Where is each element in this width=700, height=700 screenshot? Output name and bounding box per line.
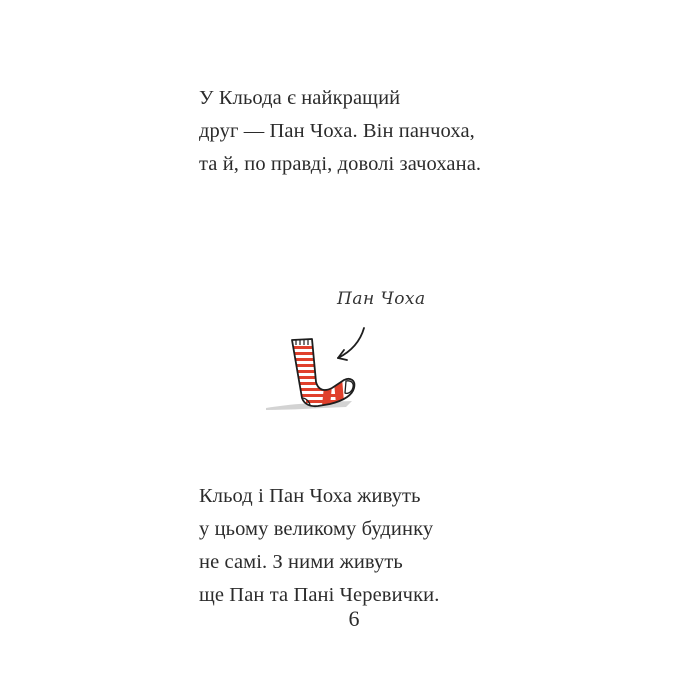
sock-icon	[290, 339, 354, 406]
paragraph-housemates	[199, 480, 439, 612]
paragraph-intro	[199, 82, 481, 181]
sock-illustration	[260, 280, 450, 420]
arrow-icon	[338, 328, 364, 360]
illustration-caption: Пан Чоха	[337, 289, 426, 309]
text-line: ще Пан та Пані Черевички.	[199, 584, 440, 606]
text-line: Кльод і Пан Чоха живуть	[199, 485, 421, 507]
text-line: У Кльода є найкращий	[199, 87, 401, 109]
text-line: у цьому великому будинку	[199, 518, 434, 540]
text-line: друг — Пан Чоха. Він панчоха,	[199, 120, 475, 142]
text-line: та й, по правді, доволі зачохана.	[199, 153, 482, 175]
page-number: 6	[348, 606, 360, 631]
text-line: не самі. З ними живуть	[199, 551, 403, 573]
